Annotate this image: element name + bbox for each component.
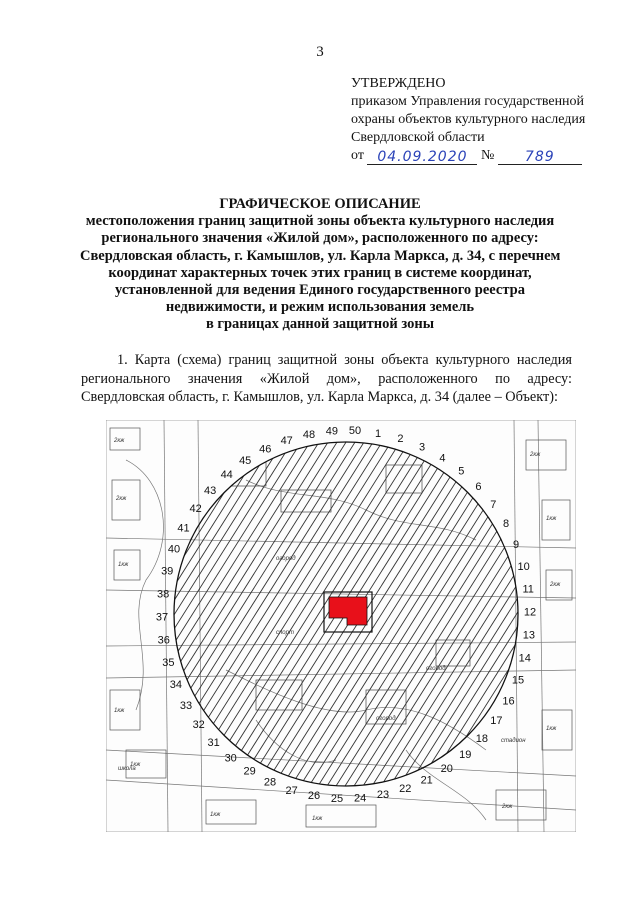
map-street-label: стадион bbox=[501, 738, 526, 744]
approval-date-row bbox=[351, 147, 585, 165]
boundary-point-label: 1 bbox=[374, 427, 382, 440]
boundary-point-label: 44 bbox=[220, 468, 233, 481]
boundary-point-label: 41 bbox=[177, 522, 190, 535]
approval-block bbox=[351, 75, 585, 165]
boundary-point-label: 20 bbox=[440, 763, 453, 775]
boundary-point-label: 27 bbox=[285, 784, 298, 797]
boundary-point-label: 35 bbox=[162, 657, 175, 670]
paragraph-number: 1. bbox=[117, 352, 128, 368]
approval-line: приказом Управления государственной bbox=[351, 94, 585, 109]
boundary-point-label: 29 bbox=[243, 765, 256, 778]
boundary-point-label: 37 bbox=[155, 611, 169, 624]
boundary-point-label: 21 bbox=[420, 774, 433, 787]
boundary-point-label: 23 bbox=[376, 789, 390, 802]
map-building-label: 1кж bbox=[130, 762, 141, 768]
boundary-point-label: 13 bbox=[522, 629, 536, 642]
title-heading: ГРАФИЧЕСКОЕ ОПИСАНИЕ bbox=[219, 196, 421, 212]
number-field bbox=[498, 148, 582, 165]
boundary-point-label: 14 bbox=[518, 652, 531, 665]
from-label: от bbox=[351, 148, 364, 163]
paragraph-1 bbox=[81, 351, 572, 407]
map-building-label: 2кж bbox=[114, 438, 125, 444]
title-line: координат характерных точек этих границ в системе координат, bbox=[108, 264, 532, 281]
boundary-point-label: 49 bbox=[325, 425, 339, 438]
title-line: Свердловская область, г. Камышлов, ул. Карла Маркса, д. 34, с перечнем bbox=[80, 247, 561, 264]
boundary-point-label: 30 bbox=[224, 752, 237, 765]
boundary-point-label: 7 bbox=[490, 498, 497, 511]
boundary-point-label: 2 bbox=[397, 433, 404, 446]
map-building-label: 1кж bbox=[210, 812, 221, 818]
map-street-label: школа bbox=[118, 766, 136, 772]
title-line: установленной для ведения Единого государственного реестра bbox=[115, 282, 525, 299]
map-street-label: огород bbox=[426, 666, 446, 672]
map-building-label: 1кж bbox=[312, 816, 323, 822]
boundary-point-label: 24 bbox=[353, 792, 367, 805]
approval-line: охраны объектов культурного наследия bbox=[351, 112, 586, 127]
boundary-point-label: 31 bbox=[207, 736, 220, 749]
protection-zone-map bbox=[106, 420, 576, 832]
map-building-label: 1кж bbox=[546, 516, 557, 522]
boundary-point-label: 28 bbox=[263, 776, 277, 789]
handwritten-date: 04.09.2020 bbox=[377, 149, 468, 165]
boundary-point-label: 43 bbox=[203, 484, 217, 497]
boundary-point-label: 40 bbox=[167, 543, 181, 556]
boundary-point-label: 5 bbox=[458, 465, 465, 478]
map-building-label: 1кж bbox=[114, 708, 125, 714]
boundary-point-label: 42 bbox=[189, 502, 202, 515]
boundary-point-label: 6 bbox=[475, 481, 482, 494]
boundary-point-label: 36 bbox=[157, 634, 170, 647]
boundary-point-label: 47 bbox=[280, 434, 293, 447]
boundary-point-label: 8 bbox=[502, 518, 510, 531]
boundary-point-label: 50 bbox=[348, 425, 362, 438]
boundary-point-label: 22 bbox=[399, 783, 412, 796]
title-line: в границах данной защитной зоны bbox=[205, 316, 435, 333]
map-building-label: 2кж bbox=[502, 804, 513, 810]
boundary-point-label: 45 bbox=[239, 455, 252, 467]
map-building-label: 1кж bbox=[118, 562, 129, 568]
map-street-label: огород bbox=[376, 716, 396, 722]
number-label: № bbox=[480, 148, 495, 163]
boundary-point-label: 26 bbox=[307, 790, 321, 803]
boundary-point-label: 34 bbox=[169, 679, 183, 692]
map-building-label: 2кж bbox=[550, 582, 561, 588]
boundary-point-label: 11 bbox=[522, 583, 534, 596]
map-building-label: 2кж bbox=[116, 496, 127, 502]
map-building-label: 2кж bbox=[530, 452, 541, 458]
boundary-point-label: 16 bbox=[502, 695, 515, 708]
date-field bbox=[367, 148, 477, 165]
page-number: 3 bbox=[316, 44, 324, 60]
title-line: местоположения границ защитной зоны объекта культурного наследия bbox=[85, 213, 555, 230]
approval-title: УТВЕРЖДЕНО bbox=[351, 76, 446, 91]
title-line: недвижимости, и режим использования земель bbox=[165, 299, 475, 316]
boundary-point-label: 4 bbox=[439, 452, 446, 465]
boundary-point-label: 38 bbox=[156, 588, 170, 601]
boundary-point-label: 39 bbox=[161, 565, 174, 578]
title-line: регионального значения «Жилой дом», расположенного по адресу: bbox=[101, 230, 539, 247]
document-title bbox=[80, 196, 560, 334]
boundary-point-label: 19 bbox=[459, 749, 472, 762]
approval-line: Свердловской области bbox=[351, 130, 485, 145]
boundary-point-label: 15 bbox=[511, 674, 525, 687]
boundary-point-label: 46 bbox=[259, 443, 272, 456]
boundary-point-label: 48 bbox=[302, 428, 316, 441]
handwritten-number: 789 bbox=[524, 149, 555, 165]
map-building-label: 1кж bbox=[546, 726, 557, 732]
boundary-point-label: 12 bbox=[523, 606, 537, 619]
paragraph-text: Карта (схема) границ защитной зоны объекта культурного наследия регионального значения «Жилой дом», расположенного по адресу: Свердловская область, г. Камышлов, ул. Карла Маркса, д. 34 (далее – Объект): bbox=[81, 352, 572, 405]
boundary-point-label: 9 bbox=[513, 538, 520, 551]
boundary-point-label: 17 bbox=[490, 715, 503, 728]
boundary-point-label: 10 bbox=[517, 560, 530, 573]
boundary-point-label: 32 bbox=[192, 719, 205, 732]
boundary-point-label: 3 bbox=[418, 441, 426, 454]
boundary-point-label: 25 bbox=[330, 792, 344, 805]
boundary-point-label: 18 bbox=[475, 733, 489, 746]
map-street-label: огород bbox=[276, 556, 296, 562]
map-street-label: спорт bbox=[276, 630, 294, 636]
boundary-point-label: 33 bbox=[179, 699, 193, 712]
